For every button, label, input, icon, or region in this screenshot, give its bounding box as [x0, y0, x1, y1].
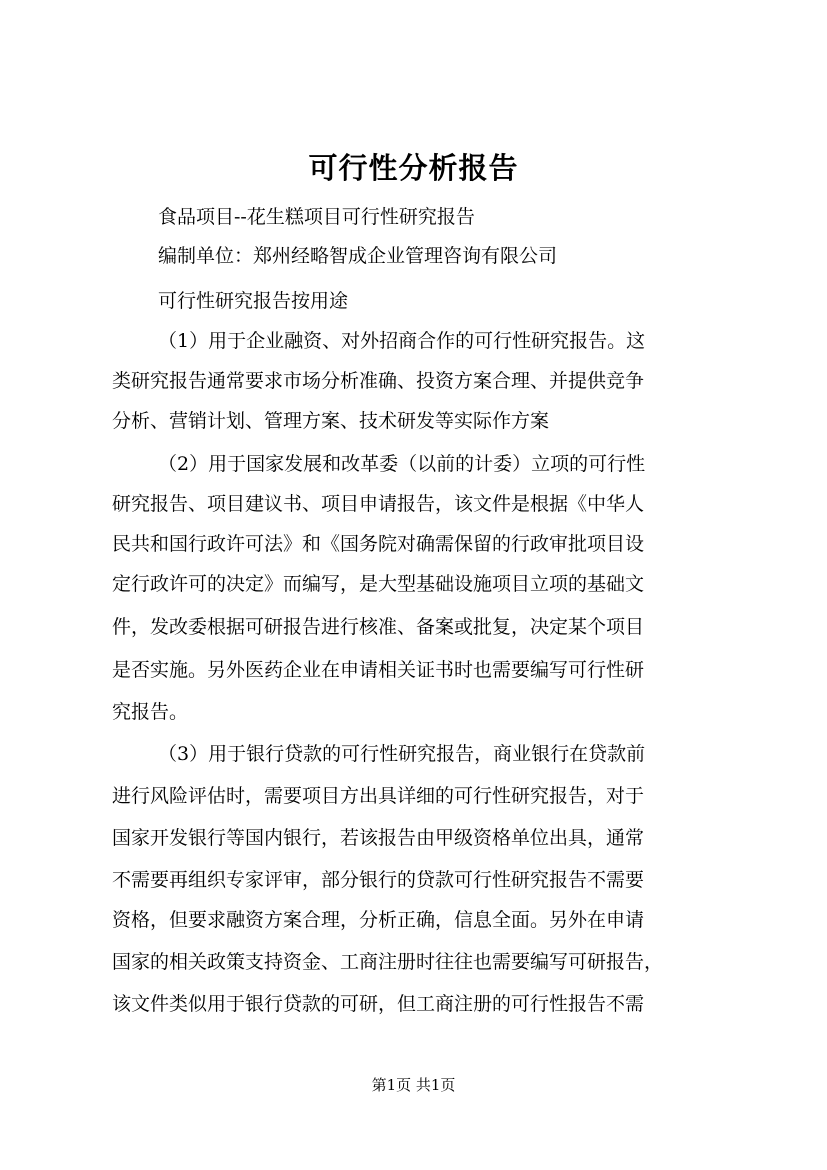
- page-number-footer: 第1页 共1页: [371, 1076, 456, 1094]
- paragraph-line: 是否实施。另外医药企业在申请相关证书时也需要编写可行性研: [112, 659, 645, 681]
- paragraph-line: 进行风险评估时，需要项目方出具详细的可行性研究报告，对于: [112, 785, 645, 807]
- paragraph-line: （3）用于银行贷款的可行性研究报告，商业银行在贷款前: [158, 743, 646, 765]
- paragraph-line: 件，发改委根据可研报告进行核准、备案或批复，决定某个项目: [112, 616, 645, 638]
- paragraph-line: 定行政许可的决定》而编写，是大型基础设施项目立项的基础文: [112, 573, 645, 595]
- subtitle-line: 食品项目--花生糕项目可行性研究报告: [158, 206, 475, 228]
- paragraph-line: 资格，但要求融资方案合理，分析正确，信息全面。另外在申请: [112, 909, 645, 931]
- paragraph-line: 该文件类似用于银行贷款的可研，但工商注册的可行性报告不需: [112, 993, 645, 1015]
- document-title: 可行性分析报告: [308, 151, 519, 185]
- paragraph-line: 类研究报告通常要求市场分析准确、投资方案合理、并提供竞争: [112, 370, 645, 392]
- paragraph-line: 国家开发银行等国内银行，若该报告由甲级资格单位出具，通常: [112, 827, 645, 849]
- paragraph-line: 民共和国行政许可法》和《国务院对确需保留的行政审批项目设: [112, 533, 645, 555]
- author-line: 编制单位：郑州经略智成企业管理咨询有限公司: [158, 245, 558, 267]
- paragraph-line: （2）用于国家发展和改革委（以前的计委）立项的可行性: [158, 453, 646, 475]
- paragraph-line: （1）用于企业融资、对外招商合作的可行性研究报告。这: [158, 330, 646, 352]
- paragraph-line: 国家的相关政策支持资金、工商注册时往往也需要编写可研报告，: [112, 951, 664, 973]
- section-heading: 可行性研究报告按用途: [158, 290, 349, 312]
- paragraph-line: 不需要再组织专家评审，部分银行的贷款可行性研究报告不需要: [112, 869, 645, 891]
- paragraph-line: 分析、营销计划、管理方案、技术研发等实际作方案: [112, 410, 550, 432]
- paragraph-line: 究报告。: [112, 701, 189, 723]
- paragraph-line: 研究报告、项目建议书、项目申请报告，该文件是根据《中华人: [112, 493, 645, 515]
